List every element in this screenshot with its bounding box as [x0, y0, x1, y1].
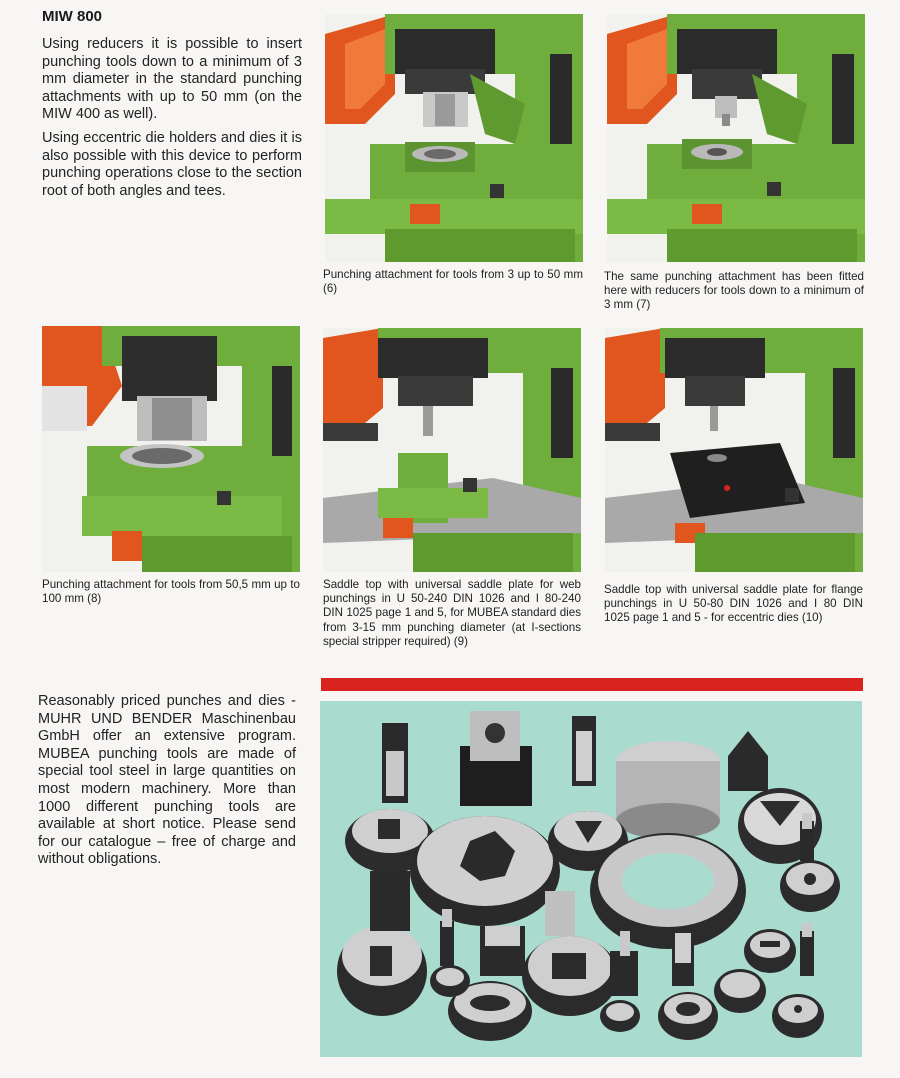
red-divider-bar — [321, 678, 863, 691]
intro-paragraph-2: Using eccentric die holders and dies it is also possible with this device to perform punching operations close to the section root of both angles and tees. — [42, 129, 302, 199]
caption-fig-6: Punching attachment for tools from 3 up to 50 mm (6) — [323, 268, 583, 296]
caption-fig-8: Punching attachment for tools from 50,5 mm up to 100 mm (8) — [42, 578, 300, 606]
intro-paragraph-1: Using reducers it is possible to insert punching tools down to a minimum of 3 mm diameter in the standard punching attachments with up to 50 mm (on the MIW 400 as well). — [42, 36, 302, 123]
page-title: MIW 800 — [42, 8, 103, 25]
caption-fig-10: Saddle top with universal saddle plate for flange punchings in U 50-80 DIN 1026 and I 80 DIN 1025 page 1 and 5 - for eccentric dies (10) — [604, 583, 863, 625]
photo-punching-attachment-6 — [325, 14, 583, 262]
photo-punching-attachment-reducers-7 — [607, 14, 865, 262]
photo-saddle-top-flange-punchings-10 — [605, 328, 863, 572]
caption-fig-7: The same punching attachment has been fitted here with reducers for tools down to a minimum of 3 mm (7) — [604, 270, 864, 312]
caption-fig-9: Saddle top with universal saddle plate for web punchings in U 50-240 DIN 1026 and I 80-240 DIN 1025 page 1 and 5, for MUBEA standard dies from 3-15 mm punching diameter (at I-sections special stripper required) (9) — [323, 578, 581, 648]
intro-text-block — [42, 36, 302, 200]
photo-saddle-top-web-punchings-9 — [323, 328, 581, 572]
photo-punching-tools-assortment — [320, 701, 862, 1057]
tools-paragraph: Reasonably priced punches and dies - MUHR UND BENDER Maschinenbau GmbH offer an extensive program. MUBEA punching tools are made of special tool steel in large quantities on most modern machinery. More than 1000 different punching tools are available at short notice. Please send for our catalogue – free of charge and without obligations. — [38, 693, 296, 868]
photo-punching-attachment-8 — [42, 326, 300, 572]
